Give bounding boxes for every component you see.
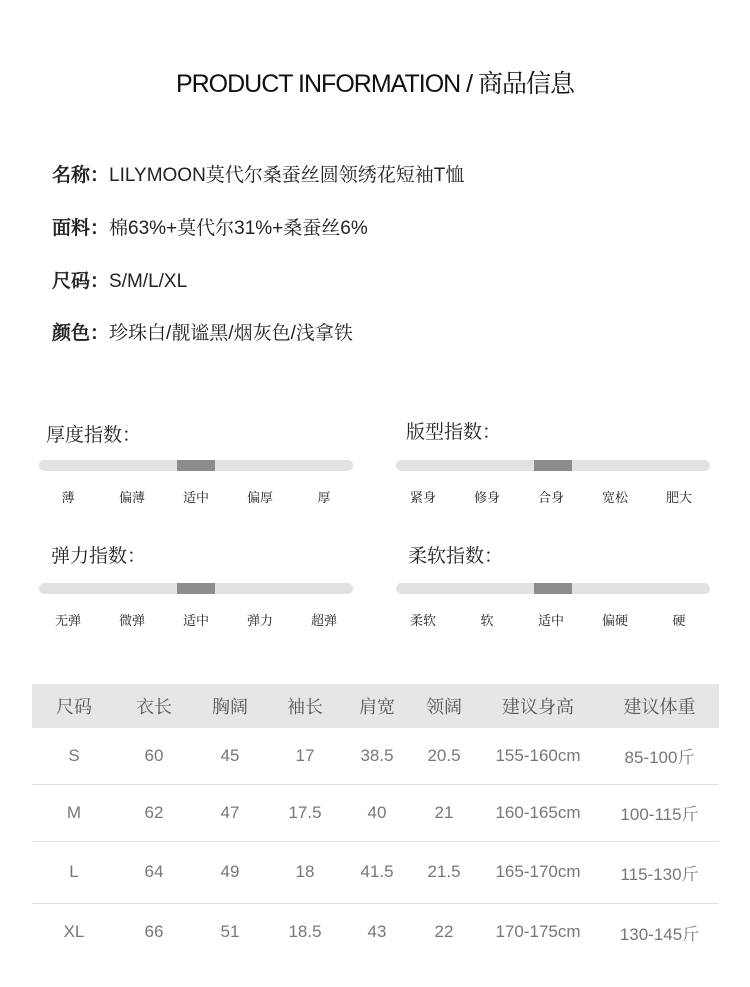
table-cell: 85-100斤	[600, 728, 719, 784]
table-cell: 62	[116, 784, 192, 841]
column-header: 袖长	[268, 684, 342, 728]
info-value: LILYMOON莫代尔桑蚕丝圆领绣花短袖T恤	[109, 165, 465, 186]
fit-index-marker	[534, 460, 572, 471]
info-row-fabric	[52, 213, 368, 240]
table-row	[32, 784, 719, 841]
table-cell: 160-165cm	[476, 784, 600, 841]
level-label: 合身	[537, 490, 564, 505]
table-cell: 100-115斤	[600, 784, 719, 841]
table-cell: 47	[192, 784, 268, 841]
table-cell: 38.5	[342, 728, 412, 784]
level-label: 偏硬	[601, 613, 628, 628]
table-cell: 64	[116, 841, 192, 903]
column-header: 领阔	[412, 684, 476, 728]
column-header: 肩宽	[342, 684, 412, 728]
level-label: 修身	[473, 490, 500, 505]
table-cell: 18.5	[288, 922, 322, 942]
level-label: 弹力	[246, 613, 273, 628]
info-key: 颜色：	[52, 323, 110, 344]
level-label: 柔软	[409, 613, 436, 628]
table-cell: 155-160cm	[476, 728, 600, 784]
elasticity-index-bar	[39, 583, 353, 594]
level-label: 厚	[317, 490, 331, 505]
info-value: 珍珠白/靓谧黑/烟灰色/浅拿铁	[109, 323, 353, 344]
page-title: PRODUCT INFORMATION / 商品信息	[175, 70, 575, 98]
elasticity-index-title: 弹力指数：	[51, 546, 147, 567]
info-key: 名称：	[52, 165, 110, 186]
table-cell: 130-145斤	[619, 924, 700, 944]
info-row-size	[52, 266, 187, 293]
level-label: 宽松	[601, 490, 628, 505]
info-row-color	[52, 318, 353, 345]
table-cell: 21	[412, 784, 476, 841]
fit-index-bar	[396, 460, 710, 471]
thickness-index-title: 厚度指数：	[46, 425, 142, 446]
table-cell: 51	[220, 922, 240, 942]
table-cell: S	[32, 728, 116, 784]
table-cell: M	[32, 784, 116, 841]
info-value: S/M/L/XL	[109, 271, 188, 292]
table-cell: 40	[342, 784, 412, 841]
softness-index-marker	[534, 583, 572, 594]
level-label: 适中	[182, 490, 209, 505]
level-label: 软	[480, 613, 494, 628]
table-cell: 165-170cm	[476, 841, 600, 903]
thickness-index-bar	[39, 460, 353, 471]
level-label: 薄	[61, 490, 75, 505]
table-cell: 17.5	[268, 784, 342, 841]
table-cell: 43	[367, 922, 387, 942]
level-label: 肥大	[665, 490, 692, 505]
table-cell: XL	[63, 922, 85, 942]
elasticity-index-marker	[177, 583, 215, 594]
table-cell: 17	[268, 728, 342, 784]
thickness-index-marker	[177, 460, 215, 471]
table-cell: 18	[268, 841, 342, 903]
table-cell: 45	[192, 728, 268, 784]
level-label: 适中	[182, 613, 209, 628]
table-cell: 60	[116, 728, 192, 784]
table-cell: 170-175cm	[495, 922, 581, 942]
level-label: 微弹	[118, 613, 145, 628]
table-row	[32, 903, 719, 961]
softness-index-title: 柔软指数：	[408, 546, 504, 567]
level-label: 硬	[672, 613, 686, 628]
level-label: 超弹	[310, 613, 337, 628]
level-label: 适中	[537, 613, 564, 628]
column-header: 建议体重	[600, 684, 719, 728]
info-key: 面料：	[52, 218, 110, 239]
table-cell: 66	[144, 922, 164, 942]
column-header: 尺码	[32, 684, 116, 728]
table-row	[32, 841, 719, 903]
column-header: 衣长	[116, 684, 192, 728]
info-value: 棉63%+莫代尔31%+桑蚕丝6%	[109, 218, 368, 239]
table-row	[32, 728, 719, 784]
table-header-row	[32, 684, 719, 728]
table-cell: L	[32, 841, 116, 903]
info-row-name	[52, 160, 464, 187]
info-key: 尺码：	[52, 271, 110, 292]
size-table	[32, 684, 719, 961]
level-label: 紧身	[409, 490, 436, 505]
column-header: 建议身高	[476, 684, 600, 728]
fit-index-title: 版型指数：	[406, 422, 502, 443]
level-label: 无弹	[54, 613, 81, 628]
column-header: 胸阔	[192, 684, 268, 728]
level-label: 偏厚	[246, 490, 273, 505]
table-cell: 115-130斤	[600, 841, 719, 903]
table-cell: 49	[192, 841, 268, 903]
level-label: 偏薄	[118, 490, 145, 505]
table-cell: 41.5	[342, 841, 412, 903]
table-cell: 22	[434, 922, 454, 942]
softness-index-bar	[396, 583, 710, 594]
table-cell: 20.5	[412, 728, 476, 784]
table-cell: 21.5	[412, 841, 476, 903]
